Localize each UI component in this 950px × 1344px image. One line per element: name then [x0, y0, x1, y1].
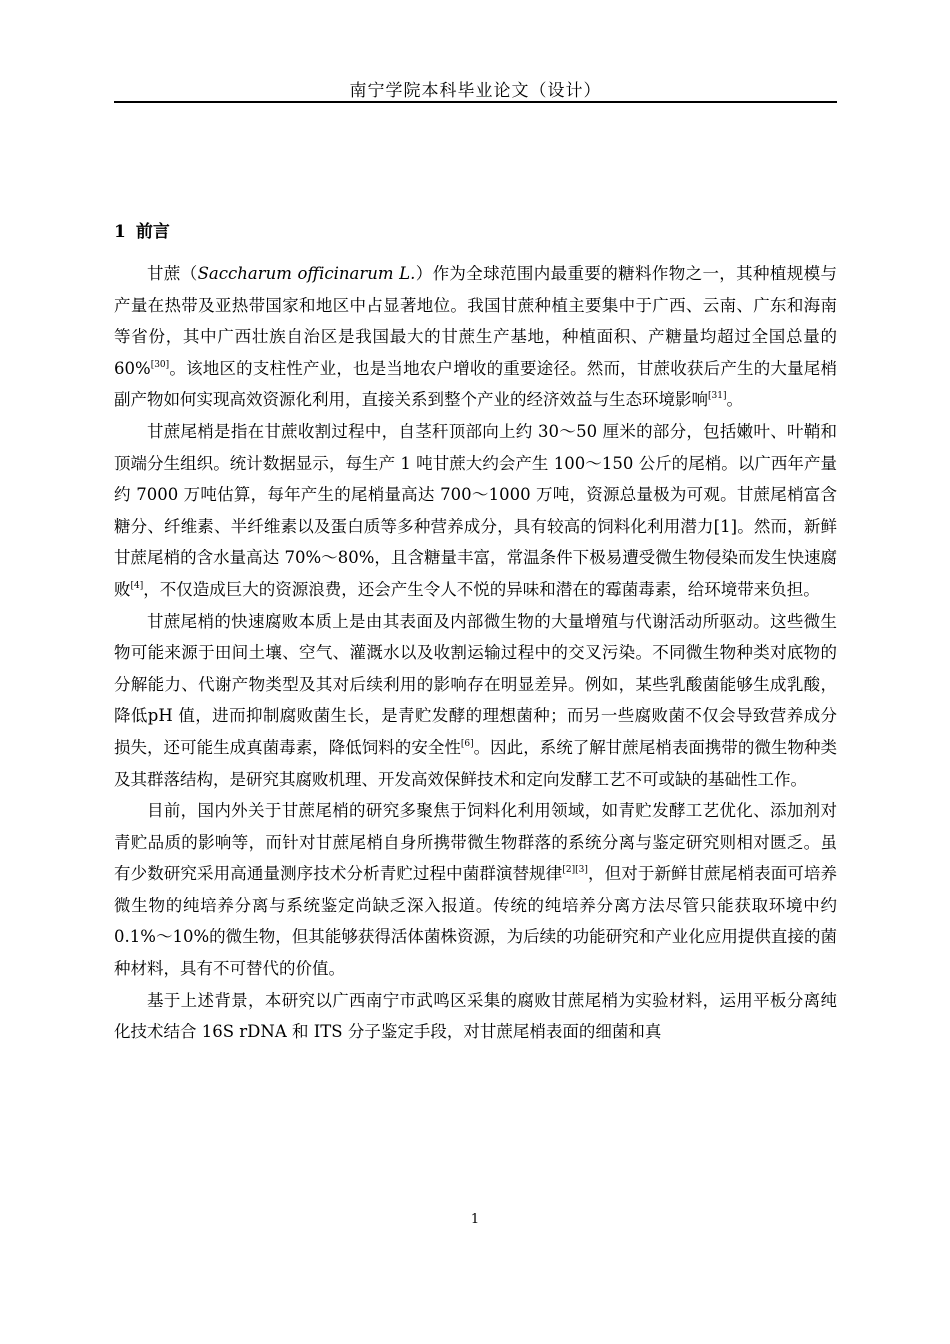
section-title: 前言 — [135, 222, 170, 242]
citation: [31] — [708, 391, 727, 402]
running-header: 南宁学院本科毕业论文（设计） — [349, 81, 602, 101]
latin-name: Saccharum officinarum L. — [197, 264, 416, 283]
text-run: 。该地区的支柱性产业，也是当地农户增收的重要途径。然而，甘蔗收获后产生的大量尾梢副产物如何实现高效资源化利用，直接关系到整个产业的经济效益与生态环境影响 — [114, 358, 837, 410]
body-text — [114, 258, 837, 1048]
text-run: 目前，国内外关于甘蔗尾梢的研究多聚焦于饲料化利用领域，如青贮发酵工艺优化、添加剂对青贮品质的影响等，而针对甘蔗尾梢自身所携带微生物群落的系统分离与鉴定研究则相对匮乏。虽有少数研究采用高通量测序技术分析青贮过程中菌群演替规律 — [114, 801, 837, 884]
paragraph-2 — [114, 416, 837, 606]
section-number: 1 — [114, 222, 126, 242]
paragraph-4 — [114, 795, 837, 985]
citation: [30] — [150, 359, 170, 370]
paragraph-1 — [114, 258, 837, 416]
text-run: ，但对于新鲜甘蔗尾梢表面可培养微生物的纯培养分离与系统鉴定尚缺乏深入报道。传统的纯培养分离方法尽管只能获取环境中约 0.1%～10%的微生物，但其能够获得活体菌株资源，为后续的功能研究和产业化应用提供直接的菌种材料，具有不可替代的价值。 — [114, 864, 838, 979]
text-run: 。因此，系统了解甘蔗尾梢表面携带的微生物种类及其群落结构，是研究其腐败机理、开发高效保鲜技术和定向发酵工艺不可或缺的基础性工作。 — [114, 737, 838, 789]
paragraph-3 — [114, 606, 837, 796]
text-run: 甘蔗尾梢是指在甘蔗收割过程中，自茎秆顶部向上约 30～50 厘米的部分，包括嫩叶、叶鞘和顶端分生组织。统计数据显示，每生产 1 吨甘蔗大约会产生 100～150 公斤的尾梢。以广西年产量约 7000 万吨估算，每年产生的尾梢量高达 700～1000 万吨，资源总量极为可观。甘蔗尾梢富含糖分、纤维素、半纤维素以及蛋白质等多种营养成分，具有较高的饲料化利用潜力[1]。然而，新鲜甘蔗尾梢的含水量高达 70%～80%，且含糖量丰富，常温条件下极易遭受微生物侵染而发生快速腐败 — [114, 421, 837, 599]
citation: [4] — [130, 580, 144, 591]
header-rule — [114, 101, 837, 103]
text-run: 甘蔗（ — [147, 264, 198, 283]
text-run: ）作为全球范围内最重要的糖料作物之一，其种植规模与产量在热带及亚热带国家和地区中占显著地位。我国甘蔗种植主要集中于广西、云南、广东和海南等省份，其中广西壮族自治区是我国最大的甘蔗生产基地，种植面积、产糖量均超过全国总量的60% — [114, 264, 838, 378]
citation: [2][3] — [562, 865, 588, 876]
text-run: 甘蔗尾梢的快速腐败本质上是由其表面及内部微生物的大量增殖与代谢活动所驱动。这些微生物可能来源于田间土壤、空气、灌溉水以及收割运输过程中的交叉污染。不同微生物种类对底物的分解能力、代谢产物类型及其对后续利用的影响存在明显差异。例如，某些乳酸菌能够生成乳酸，降低pH 值，进而抑制腐败菌生长，是青贮发酵的理想菌种；而另一些腐败菌不仅会导致营养成分损失，还可能生成真菌毒素，降低饲料的安全性 — [114, 611, 837, 757]
text-run: 基于上述背景，本研究以广西南宁市武鸣区采集的腐败甘蔗尾梢为实验材料，运用平板分离纯化技术结合 16S rDNA 和 ITS 分子鉴定手段，对甘蔗尾梢表面的细菌和真 — [114, 990, 837, 1042]
page-number: 1 — [470, 1212, 480, 1227]
text-run: ，不仅造成巨大的资源浪费，还会产生令人不悦的异味和潜在的霉菌毒素，给环境带来负担。 — [143, 579, 820, 599]
citation: [6] — [460, 738, 474, 749]
section-heading — [114, 217, 170, 242]
paragraph-5 — [114, 985, 837, 1048]
text-run: 。 — [726, 390, 743, 410]
